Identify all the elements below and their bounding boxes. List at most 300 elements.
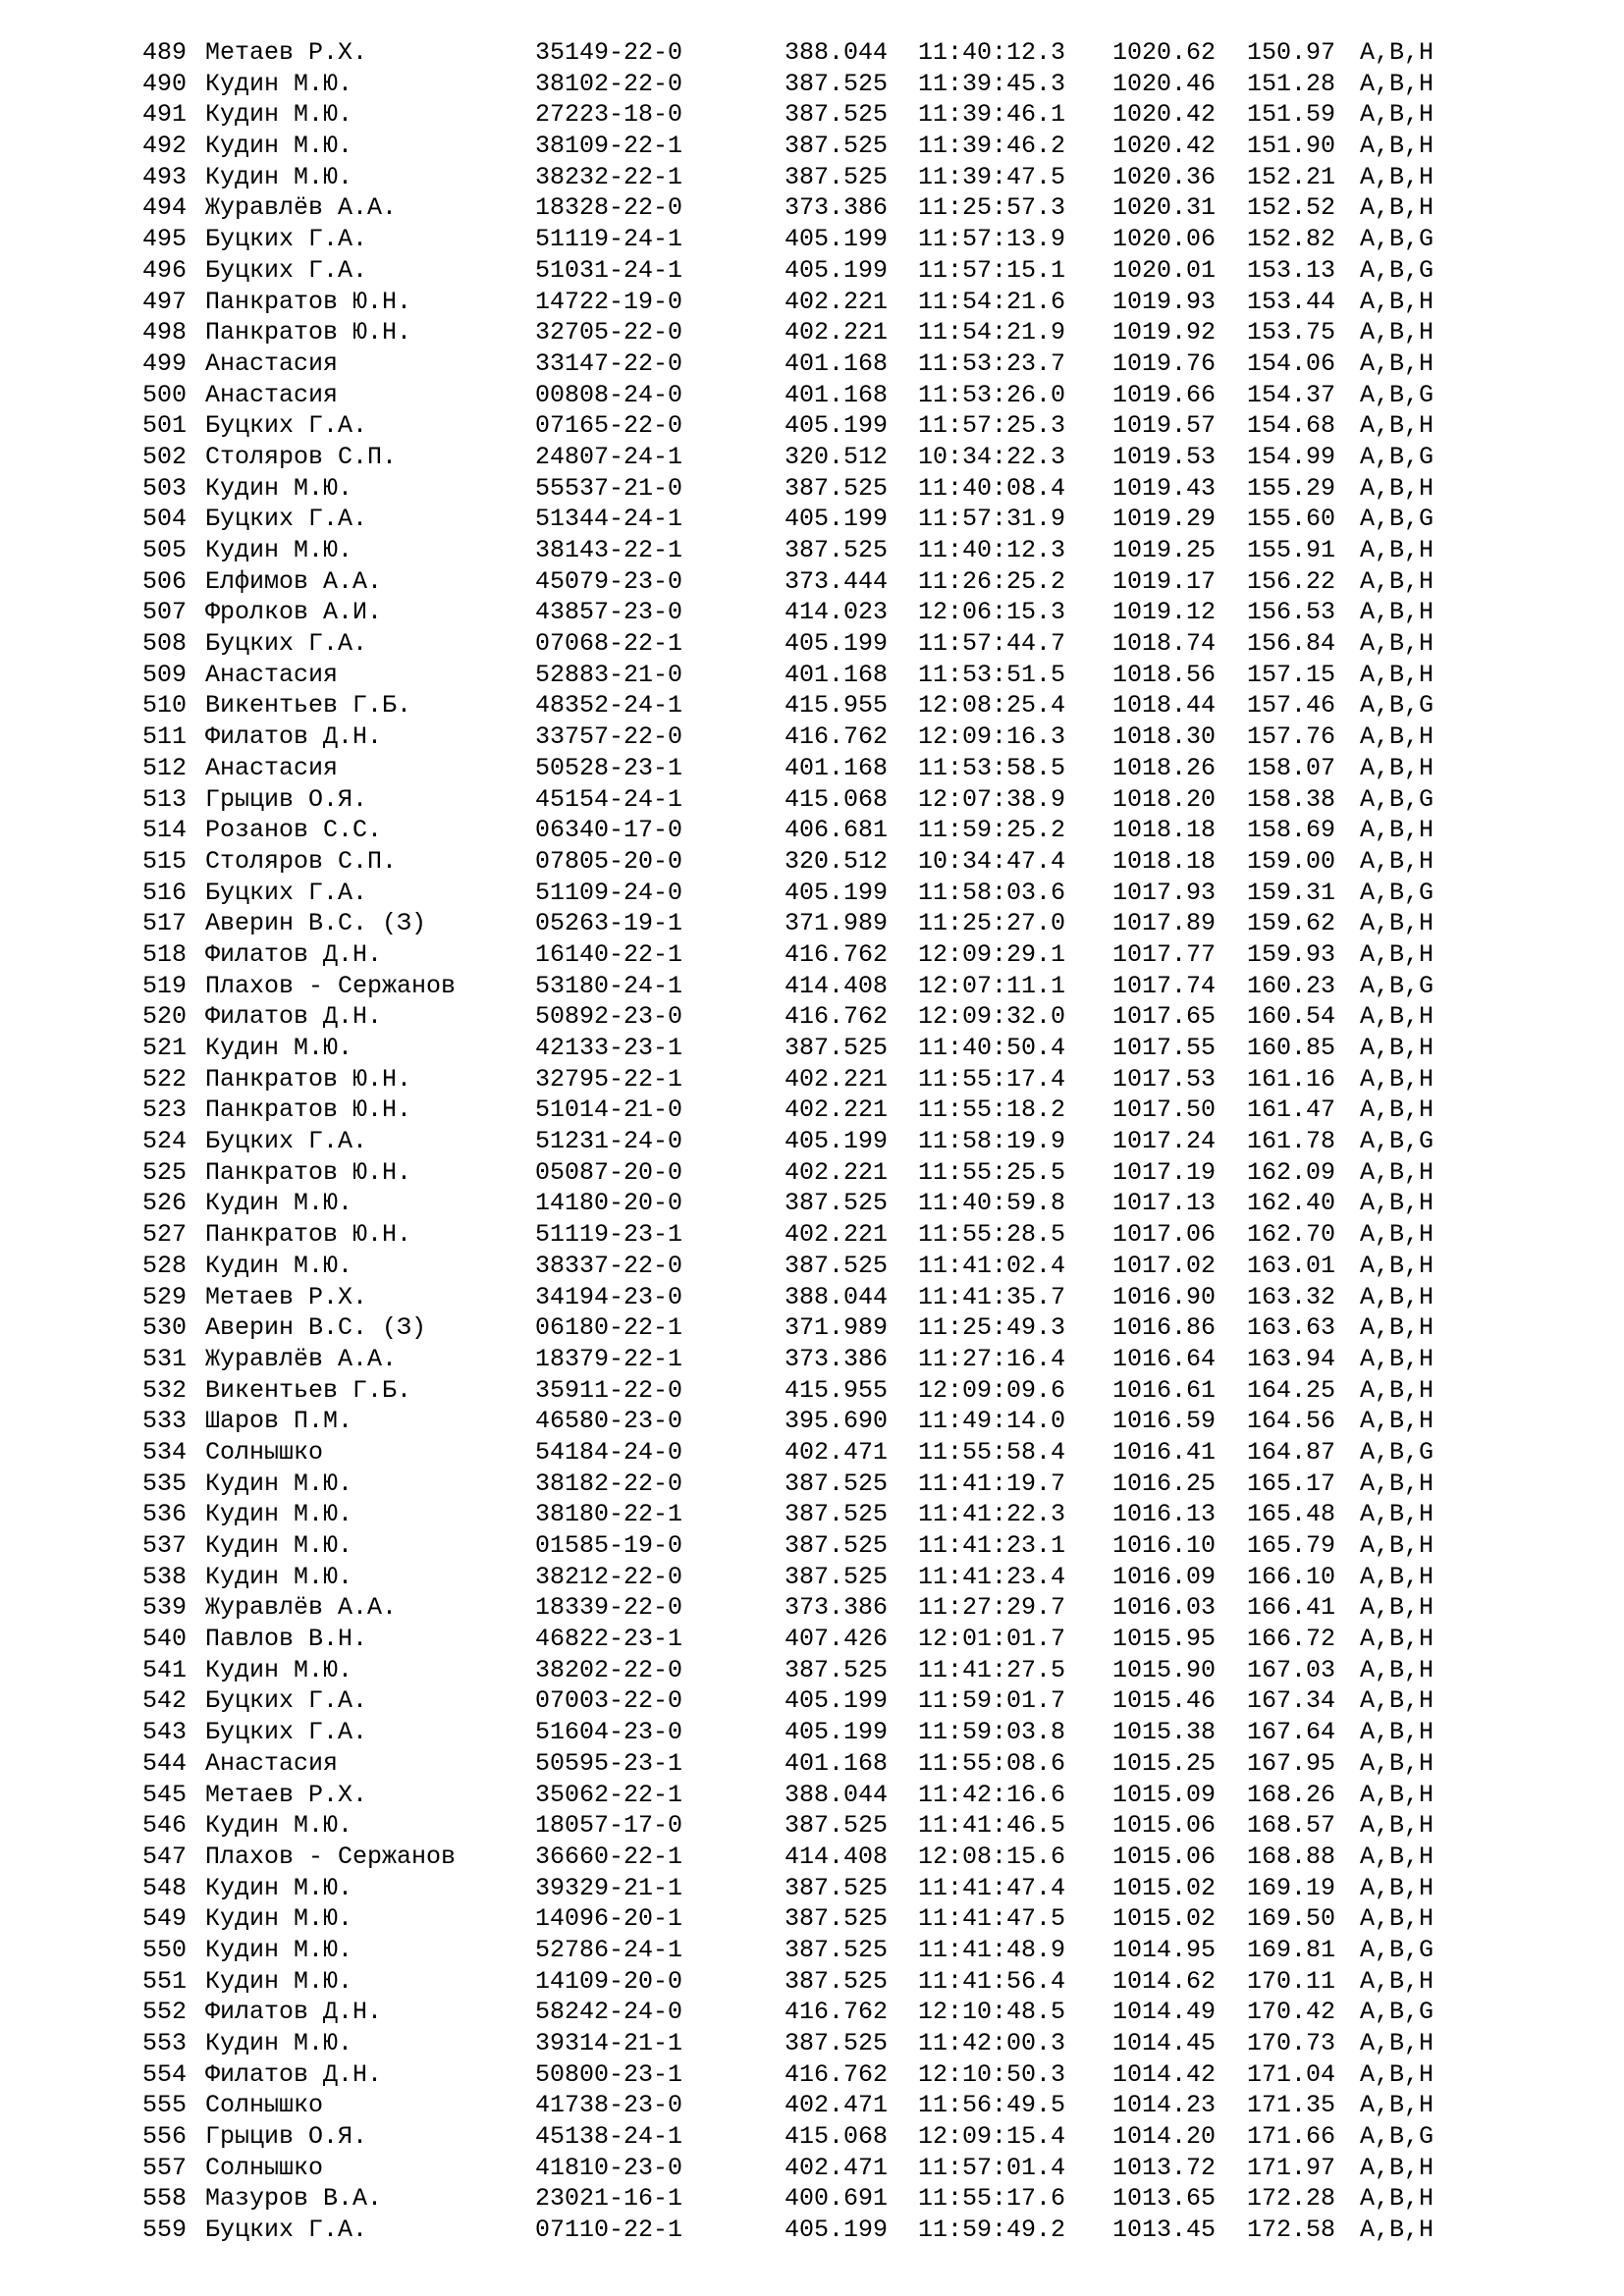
speed: 1016.64 <box>1112 1344 1217 1373</box>
speed: 1015.06 <box>1112 1811 1217 1841</box>
distance: 416.762 <box>785 1998 889 2027</box>
row-number: 489 <box>142 38 188 67</box>
owner-name: Столяров С.П. <box>205 846 398 876</box>
arrival-time: 11:59:03.8 <box>918 1718 1066 1747</box>
points: 159.93 <box>1247 939 1336 969</box>
points: 152.21 <box>1247 162 1336 191</box>
category-tag: А,В,Н <box>1360 1468 1435 1498</box>
distance: 373.386 <box>785 193 889 223</box>
row-number: 558 <box>142 2184 188 2214</box>
distance: 405.199 <box>785 505 889 534</box>
owner-name: Мазуров В.А. <box>205 2184 383 2214</box>
row-number: 508 <box>142 629 188 659</box>
ring-id: 14109-20-0 <box>535 1966 683 1996</box>
arrival-time: 12:07:11.1 <box>918 971 1066 1000</box>
category-tag: А,В,Н <box>1360 722 1435 752</box>
row-number: 493 <box>142 162 188 191</box>
speed: 1019.93 <box>1112 287 1217 316</box>
owner-name: Анастасия <box>205 380 339 409</box>
arrival-time: 11:55:18.2 <box>918 1095 1066 1125</box>
distance: 387.525 <box>785 132 889 161</box>
row-number: 557 <box>142 2153 188 2182</box>
speed: 1015.09 <box>1112 1780 1217 1809</box>
category-tag: А,В,Н <box>1360 1873 1435 1902</box>
speed: 1016.61 <box>1112 1375 1217 1405</box>
category-tag: А,В,G <box>1360 255 1435 285</box>
points: 165.17 <box>1247 1468 1336 1498</box>
distance: 402.221 <box>785 1220 889 1250</box>
points: 152.52 <box>1247 193 1336 223</box>
points: 151.90 <box>1247 132 1336 161</box>
category-tag: А,В,Н <box>1360 2059 1435 2089</box>
ring-id: 45138-24-1 <box>535 2122 683 2152</box>
points: 163.01 <box>1247 1251 1336 1280</box>
arrival-time: 11:59:01.7 <box>918 1686 1066 1716</box>
owner-name: Кудин М.Ю. <box>205 1531 353 1560</box>
owner-name: Грыцив О.Я. <box>205 2122 368 2152</box>
category-tag: А,В,Н <box>1360 629 1435 659</box>
points: 153.13 <box>1247 255 1336 285</box>
points: 169.50 <box>1247 1904 1336 1934</box>
ring-id: 18057-17-0 <box>535 1811 683 1841</box>
ring-id: 55537-21-0 <box>535 473 683 503</box>
owner-name: Метаев Р.Х. <box>205 38 368 67</box>
row-number: 538 <box>142 1562 188 1591</box>
speed: 1019.17 <box>1112 566 1217 596</box>
speed: 1016.90 <box>1112 1282 1217 1311</box>
arrival-time: 11:55:58.4 <box>918 1437 1066 1467</box>
owner-name: Грыцив О.Я. <box>205 784 368 814</box>
category-tag: А,В,Н <box>1360 1407 1435 1436</box>
owner-name: Панкратов Ю.Н. <box>205 1095 412 1125</box>
category-tag: А,В,Н <box>1360 318 1435 347</box>
owner-name: Кудин М.Ю. <box>205 132 353 161</box>
category-tag: А,В,G <box>1360 878 1435 907</box>
ring-id: 35149-22-0 <box>535 38 683 67</box>
row-number: 516 <box>142 878 188 907</box>
arrival-time: 11:59:49.2 <box>918 2216 1066 2245</box>
category-tag: А,В,G <box>1360 505 1435 534</box>
distance: 373.444 <box>785 566 889 596</box>
category-tag: А,В,G <box>1360 784 1435 814</box>
distance: 405.199 <box>785 1686 889 1716</box>
distance: 405.199 <box>785 878 889 907</box>
row-number: 496 <box>142 255 188 285</box>
owner-name: Буцких Г.А. <box>205 629 368 659</box>
distance: 401.168 <box>785 660 889 689</box>
distance: 402.221 <box>785 318 889 347</box>
points: 155.91 <box>1247 536 1336 564</box>
row-number: 543 <box>142 1718 188 1747</box>
row-number: 494 <box>142 193 188 223</box>
row-number: 500 <box>142 380 188 409</box>
arrival-time: 11:55:25.5 <box>918 1157 1066 1187</box>
arrival-time: 11:53:26.0 <box>918 380 1066 409</box>
points: 167.34 <box>1247 1686 1336 1716</box>
distance: 371.989 <box>785 909 889 938</box>
category-tag: А,В,Н <box>1360 1064 1435 1094</box>
arrival-time: 11:39:46.1 <box>918 100 1066 130</box>
arrival-time: 12:10:48.5 <box>918 1998 1066 2027</box>
speed: 1017.02 <box>1112 1251 1217 1280</box>
category-tag: А,В,Н <box>1360 1562 1435 1591</box>
distance: 416.762 <box>785 2059 889 2089</box>
row-number: 559 <box>142 2216 188 2245</box>
arrival-time: 12:09:29.1 <box>918 939 1066 969</box>
points: 170.73 <box>1247 2029 1336 2057</box>
ring-id: 41738-23-0 <box>535 2091 683 2120</box>
distance: 402.221 <box>785 287 889 316</box>
arrival-time: 11:57:15.1 <box>918 255 1066 285</box>
row-number: 501 <box>142 411 188 441</box>
owner-name: Метаев Р.Х. <box>205 1282 368 1311</box>
category-tag: А,В,Н <box>1360 1966 1435 1996</box>
owner-name: Солнышко <box>205 2091 324 2120</box>
speed: 1019.43 <box>1112 473 1217 503</box>
owner-name: Кудин М.Ю. <box>205 1034 353 1062</box>
arrival-time: 12:06:15.3 <box>918 598 1066 627</box>
distance: 415.068 <box>785 784 889 814</box>
owner-name: Буцких Г.А. <box>205 1686 368 1716</box>
speed: 1017.50 <box>1112 1095 1217 1125</box>
points: 171.04 <box>1247 2059 1336 2089</box>
speed: 1018.18 <box>1112 816 1217 845</box>
speed: 1017.74 <box>1112 971 1217 1000</box>
category-tag: А,В,Н <box>1360 1282 1435 1311</box>
ring-id: 52786-24-1 <box>535 1935 683 1964</box>
arrival-time: 11:41:48.9 <box>918 1935 1066 1964</box>
ring-id: 35911-22-0 <box>535 1375 683 1405</box>
points: 154.06 <box>1247 348 1336 378</box>
owner-name: Буцких Г.А. <box>205 505 368 534</box>
row-number: 509 <box>142 660 188 689</box>
points: 154.37 <box>1247 380 1336 409</box>
ring-id: 38180-22-1 <box>535 1500 683 1529</box>
points: 151.28 <box>1247 69 1336 98</box>
row-number: 554 <box>142 2059 188 2089</box>
ring-id: 06180-22-1 <box>535 1313 683 1343</box>
category-tag: А,В,Н <box>1360 909 1435 938</box>
ring-id: 23021-16-1 <box>535 2184 683 2214</box>
ring-id: 58242-24-0 <box>535 1998 683 2027</box>
points: 161.16 <box>1247 1064 1336 1094</box>
owner-name: Кудин М.Ю. <box>205 1251 353 1280</box>
distance: 405.199 <box>785 255 889 285</box>
points: 164.25 <box>1247 1375 1336 1405</box>
points: 160.23 <box>1247 971 1336 1000</box>
points: 164.56 <box>1247 1407 1336 1436</box>
owner-name: Филатов Д.Н. <box>205 1998 383 2027</box>
distance: 405.199 <box>785 225 889 254</box>
row-number: 521 <box>142 1034 188 1062</box>
ring-id: 36660-22-1 <box>535 1842 683 1871</box>
category-tag: А,В,Н <box>1360 1904 1435 1934</box>
ring-id: 50800-23-1 <box>535 2059 683 2089</box>
ring-id: 45154-24-1 <box>535 784 683 814</box>
ring-id: 18339-22-0 <box>535 1593 683 1623</box>
arrival-time: 11:59:25.2 <box>918 816 1066 845</box>
points: 155.60 <box>1247 505 1336 534</box>
points: 170.11 <box>1247 1966 1336 1996</box>
arrival-time: 11:41:46.5 <box>918 1811 1066 1841</box>
category-tag: А,В,Н <box>1360 1002 1435 1032</box>
arrival-time: 11:41:35.7 <box>918 1282 1066 1311</box>
distance: 387.525 <box>785 1251 889 1280</box>
row-number: 523 <box>142 1095 188 1125</box>
distance: 320.512 <box>785 846 889 876</box>
category-tag: А,В,Н <box>1360 1842 1435 1871</box>
owner-name: Журавлёв А.А. <box>205 1344 398 1373</box>
row-number: 528 <box>142 1251 188 1280</box>
ring-id: 51231-24-0 <box>535 1127 683 1156</box>
ring-id: 51119-24-1 <box>535 225 683 254</box>
speed: 1019.76 <box>1112 348 1217 378</box>
owner-name: Кудин М.Ю. <box>205 1935 353 1964</box>
arrival-time: 12:09:09.6 <box>918 1375 1066 1405</box>
category-tag: А,В,G <box>1360 691 1435 721</box>
row-number: 520 <box>142 1002 188 1032</box>
row-number: 539 <box>142 1593 188 1623</box>
ring-id: 24807-24-1 <box>535 442 683 471</box>
arrival-time: 11:53:51.5 <box>918 660 1066 689</box>
category-tag: А,В,Н <box>1360 1593 1435 1623</box>
owner-name: Буцких Г.А. <box>205 878 368 907</box>
speed: 1014.20 <box>1112 2122 1217 2152</box>
category-tag: А,В,Н <box>1360 132 1435 161</box>
ring-id: 50892-23-0 <box>535 1002 683 1032</box>
distance: 402.471 <box>785 2153 889 2182</box>
category-tag: А,В,Н <box>1360 2184 1435 2214</box>
owner-name: Буцких Г.А. <box>205 2216 368 2245</box>
distance: 416.762 <box>785 939 889 969</box>
points: 161.47 <box>1247 1095 1336 1125</box>
ring-id: 06340-17-0 <box>535 816 683 845</box>
arrival-time: 11:25:49.3 <box>918 1313 1066 1343</box>
distance: 402.221 <box>785 1157 889 1187</box>
row-number: 525 <box>142 1157 188 1187</box>
arrival-time: 12:09:15.4 <box>918 2122 1066 2152</box>
category-tag: А,В,Н <box>1360 1718 1435 1747</box>
distance: 402.221 <box>785 1095 889 1125</box>
owner-name: Фролков А.И. <box>205 598 383 627</box>
distance: 387.525 <box>785 1034 889 1062</box>
arrival-time: 11:42:16.6 <box>918 1780 1066 1809</box>
speed: 1016.59 <box>1112 1407 1217 1436</box>
arrival-time: 11:41:23.4 <box>918 1562 1066 1591</box>
arrival-time: 11:27:29.7 <box>918 1593 1066 1623</box>
arrival-time: 11:58:19.9 <box>918 1127 1066 1156</box>
distance: 416.762 <box>785 722 889 752</box>
speed: 1019.57 <box>1112 411 1217 441</box>
distance: 401.168 <box>785 380 889 409</box>
owner-name: Филатов Д.Н. <box>205 722 383 752</box>
owner-name: Кудин М.Ю. <box>205 1811 353 1841</box>
owner-name: Панкратов Ю.Н. <box>205 1157 412 1187</box>
row-number: 531 <box>142 1344 188 1373</box>
distance: 405.199 <box>785 2216 889 2245</box>
speed: 1014.23 <box>1112 2091 1217 2120</box>
owner-name: Кудин М.Ю. <box>205 1966 353 1996</box>
arrival-time: 10:34:47.4 <box>918 846 1066 876</box>
ring-id: 07805-20-0 <box>535 846 683 876</box>
arrival-time: 11:54:21.9 <box>918 318 1066 347</box>
category-tag: А,В,Н <box>1360 753 1435 782</box>
speed: 1015.25 <box>1112 1748 1217 1778</box>
row-number: 533 <box>142 1407 188 1436</box>
speed: 1019.53 <box>1112 442 1217 471</box>
speed: 1016.03 <box>1112 1593 1217 1623</box>
owner-name: Журавлёв А.А. <box>205 193 398 223</box>
arrival-time: 12:08:15.6 <box>918 1842 1066 1871</box>
ring-id: 38232-22-1 <box>535 162 683 191</box>
arrival-time: 10:34:22.3 <box>918 442 1066 471</box>
distance: 387.525 <box>785 1904 889 1934</box>
row-number: 503 <box>142 473 188 503</box>
distance: 416.762 <box>785 1002 889 1032</box>
owner-name: Филатов Д.Н. <box>205 1002 383 1032</box>
distance: 320.512 <box>785 442 889 471</box>
category-tag: А,В,G <box>1360 1935 1435 1964</box>
category-tag: А,В,Н <box>1360 2091 1435 2120</box>
owner-name: Розанов С.С. <box>205 816 383 845</box>
points: 171.66 <box>1247 2122 1336 2152</box>
row-number: 553 <box>142 2029 188 2057</box>
category-tag: А,В,Н <box>1360 473 1435 503</box>
speed: 1015.38 <box>1112 1718 1217 1747</box>
points: 164.87 <box>1247 1437 1336 1467</box>
owner-name: Кудин М.Ю. <box>205 1189 353 1218</box>
distance: 387.525 <box>785 536 889 564</box>
owner-name: Буцких Г.А. <box>205 1718 368 1747</box>
row-number: 542 <box>142 1686 188 1716</box>
distance: 388.044 <box>785 1282 889 1311</box>
distance: 405.199 <box>785 411 889 441</box>
ring-id: 05263-19-1 <box>535 909 683 938</box>
arrival-time: 11:57:25.3 <box>918 411 1066 441</box>
speed: 1018.56 <box>1112 660 1217 689</box>
arrival-time: 11:25:27.0 <box>918 909 1066 938</box>
row-number: 518 <box>142 939 188 969</box>
speed: 1019.66 <box>1112 380 1217 409</box>
distance: 414.023 <box>785 598 889 627</box>
owner-name: Буцких Г.А. <box>205 255 368 285</box>
points: 157.46 <box>1247 691 1336 721</box>
row-number: 499 <box>142 348 188 378</box>
arrival-time: 11:57:13.9 <box>918 225 1066 254</box>
row-number: 506 <box>142 566 188 596</box>
ring-id: 34194-23-0 <box>535 1282 683 1311</box>
owner-name: Анастасия <box>205 660 339 689</box>
distance: 405.199 <box>785 1718 889 1747</box>
category-tag: А,В,Н <box>1360 1344 1435 1373</box>
speed: 1017.93 <box>1112 878 1217 907</box>
owner-name: Солнышко <box>205 1437 324 1467</box>
speed: 1017.53 <box>1112 1064 1217 1094</box>
distance: 415.955 <box>785 691 889 721</box>
ring-id: 41810-23-0 <box>535 2153 683 2182</box>
category-tag: А,В,Н <box>1360 660 1435 689</box>
owner-name: Плахов - Сержанов <box>205 971 457 1000</box>
ring-id: 38102-22-0 <box>535 69 683 98</box>
arrival-time: 11:40:12.3 <box>918 38 1066 67</box>
ring-id: 18379-22-1 <box>535 1344 683 1373</box>
ring-id: 14180-20-0 <box>535 1189 683 1218</box>
ring-id: 39314-21-1 <box>535 2029 683 2057</box>
ring-id: 38143-22-1 <box>535 536 683 564</box>
row-number: 536 <box>142 1500 188 1529</box>
speed: 1015.90 <box>1112 1655 1217 1684</box>
row-number: 526 <box>142 1189 188 1218</box>
owner-name: Анастасия <box>205 348 339 378</box>
category-tag: А,В,Н <box>1360 1655 1435 1684</box>
arrival-time: 11:41:23.1 <box>918 1531 1066 1560</box>
speed: 1017.77 <box>1112 939 1217 969</box>
owner-name: Филатов Д.Н. <box>205 2059 383 2089</box>
points: 162.70 <box>1247 1220 1336 1250</box>
arrival-time: 11:40:59.8 <box>918 1189 1066 1218</box>
row-number: 546 <box>142 1811 188 1841</box>
owner-name: Буцких Г.А. <box>205 225 368 254</box>
points: 154.99 <box>1247 442 1336 471</box>
row-number: 556 <box>142 2122 188 2152</box>
distance: 400.691 <box>785 2184 889 2214</box>
arrival-time: 11:49:14.0 <box>918 1407 1066 1436</box>
ring-id: 01585-19-0 <box>535 1531 683 1560</box>
ring-id: 05087-20-0 <box>535 1157 683 1187</box>
owner-name: Викентьев Г.Б. <box>205 1375 412 1405</box>
speed: 1013.72 <box>1112 2153 1217 2182</box>
speed: 1017.19 <box>1112 1157 1217 1187</box>
row-number: 513 <box>142 784 188 814</box>
category-tag: А,В,Н <box>1360 846 1435 876</box>
speed: 1017.65 <box>1112 1002 1217 1032</box>
arrival-time: 11:40:12.3 <box>918 536 1066 564</box>
speed: 1013.45 <box>1112 2216 1217 2245</box>
points: 167.03 <box>1247 1655 1336 1684</box>
points: 157.76 <box>1247 722 1336 752</box>
category-tag: А,В,G <box>1360 1437 1435 1467</box>
distance: 387.525 <box>785 1811 889 1841</box>
ring-id: 32705-22-0 <box>535 318 683 347</box>
owner-name: Кудин М.Ю. <box>205 1904 353 1934</box>
points: 156.53 <box>1247 598 1336 627</box>
owner-name: Кудин М.Ю. <box>205 69 353 98</box>
row-number: 527 <box>142 1220 188 1250</box>
arrival-time: 11:57:01.4 <box>918 2153 1066 2182</box>
points: 161.78 <box>1247 1127 1336 1156</box>
points: 156.22 <box>1247 566 1336 596</box>
speed: 1020.01 <box>1112 255 1217 285</box>
points: 172.28 <box>1247 2184 1336 2214</box>
points: 153.75 <box>1247 318 1336 347</box>
ring-id: 53180-24-1 <box>535 971 683 1000</box>
speed: 1015.06 <box>1112 1842 1217 1871</box>
owner-name: Солнышко <box>205 2153 324 2182</box>
owner-name: Павлов В.Н. <box>205 1625 368 1654</box>
ring-id: 07165-22-0 <box>535 411 683 441</box>
category-tag: А,В,Н <box>1360 1531 1435 1560</box>
category-tag: А,В,Н <box>1360 1157 1435 1187</box>
category-tag: А,В,Н <box>1360 411 1435 441</box>
ring-id: 00808-24-0 <box>535 380 683 409</box>
owner-name: Шаров П.М. <box>205 1407 353 1436</box>
distance: 387.525 <box>785 2029 889 2057</box>
category-tag: А,В,G <box>1360 971 1435 1000</box>
ring-id: 51031-24-1 <box>535 255 683 285</box>
row-number: 515 <box>142 846 188 876</box>
speed: 1018.20 <box>1112 784 1217 814</box>
owner-name: Кудин М.Ю. <box>205 1468 353 1498</box>
